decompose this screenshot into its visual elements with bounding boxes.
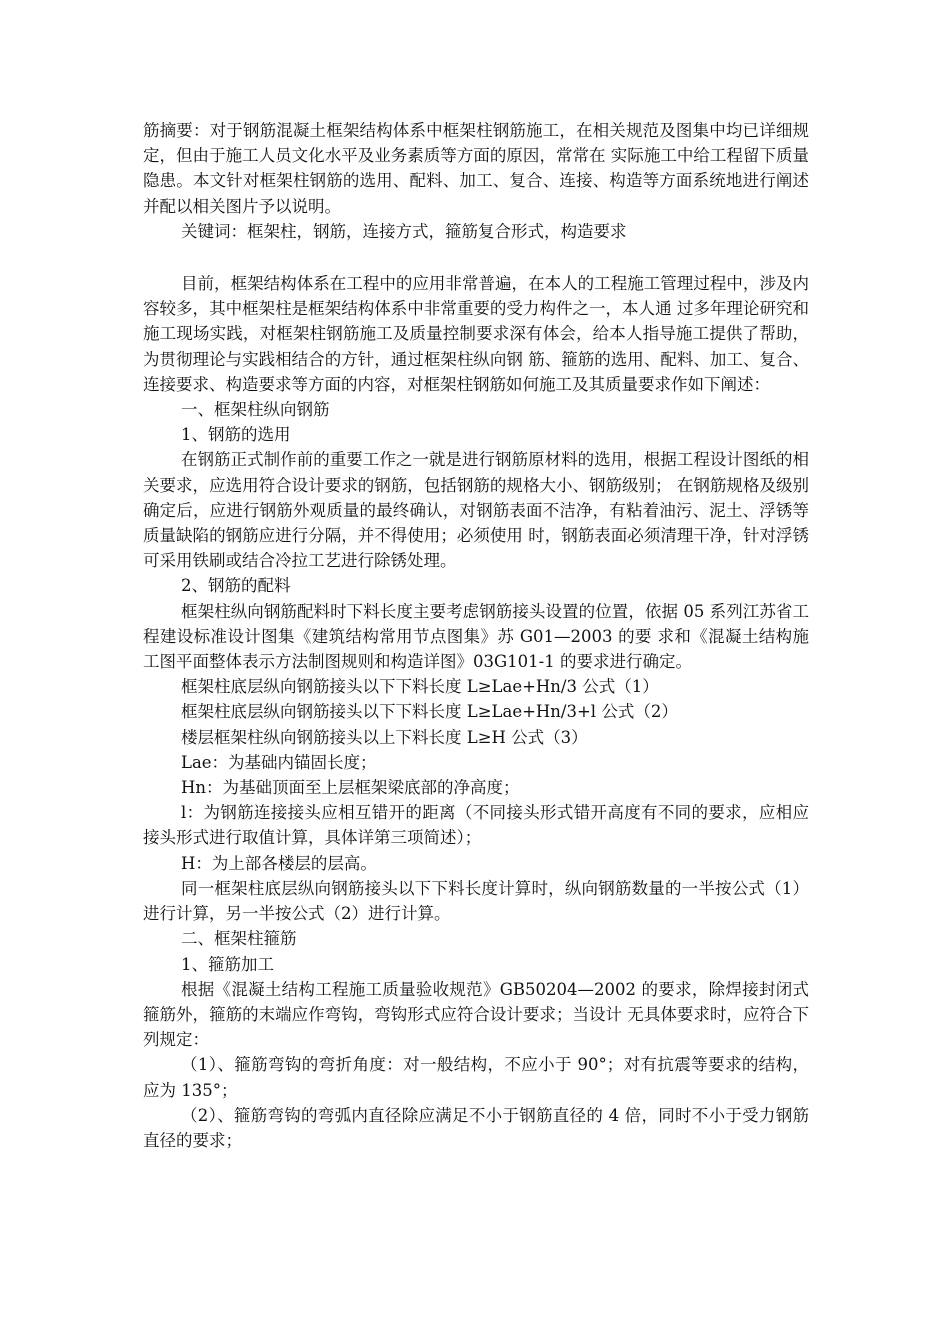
- keywords-paragraph: 关键词：框架柱，钢筋，连接方式，箍筋复合形式，构造要求: [181, 221, 627, 241]
- formula-1: 框架柱底层纵向钢筋接头以下下料长度 L≥Lae+Hn/3 公式（1）: [181, 677, 659, 697]
- document-page: [143, 118, 809, 1153]
- subsection-1-2-note: 同一框架柱底层纵向钢筋接头以下下料长度计算时，纵向钢筋数量的一半按公式（1）进行计算，另一半按公式（2）进行计算。: [143, 878, 809, 924]
- subsection-2-1-item-1: （1）、箍筋弯钩的弯折角度：对一般结构，不应小于 90°；对有抗震等要求的结构，应为 135°；: [143, 1055, 809, 1100]
- formula-3: 楼层框架柱纵向钢筋接头以上下料长度 L≥H 公式（3）: [181, 727, 588, 747]
- subsection-2-1-heading: 1、箍筋加工: [181, 954, 274, 974]
- subsection-1-1-heading: 1、钢筋的选用: [181, 425, 291, 445]
- abstract-paragraph: 筋摘要：对于钢筋混凝土框架结构体系中框架柱钢筋施工，在相关规范及图集中均已详细规定，但由于施工人员文化水平及业务素质等方面的原因，常常在 实际施工中给工程留下质量隐患。本文针对框架柱钢筋的选用、配料、加工、复合、连接、构造等方面系统地进行阐述并配以相关图片予以说明。: [143, 121, 809, 216]
- definition-hn: Hn：为基础顶面至上层框架梁底部的净高度；: [181, 778, 520, 798]
- definition-lae: Lae：为基础内锚固长度；: [181, 752, 377, 772]
- subsection-1-2-heading: 2、钢筋的配料: [181, 576, 291, 596]
- definition-l: l：为钢筋连接接头应相互错开的距离（不同接头形式错开高度有不同的要求，应相应接头形式进行取值计算，具体详第三项简述）；: [143, 803, 809, 848]
- subsection-2-1-body: 根据《混凝土结构工程施工质量验收规范》GB50204—2002 的要求，除焊接封闭式箍筋外，箍筋的末端应作弯钩，弯钩形式应符合设计要求；当设计 无具体要求时，应符合下列规定：: [143, 979, 809, 1050]
- subsection-1-1-body: 在钢筋正式制作前的重要工作之一就是进行钢筋原材料的选用，根据工程设计图纸的相关要求，应选用符合设计要求的钢筋，包括钢筋的规格大小、钢筋级别； 在钢筋规格及级别确定后，应进行钢筋外观质量的最终确认，对钢筋表面不洁净，有粘着油污、泥土、浮锈等质量缺陷的钢筋应进行分隔，并不得使用；必须使用 时，钢筋表面必须清理干净，针对浮锈可采用铁刷或结合冷拉工艺进行除锈处理。: [143, 450, 809, 571]
- formula-2: 框架柱底层纵向钢筋接头以下下料长度 L≥Lae+Hn/3+l 公式（2）: [181, 702, 678, 722]
- paragraph-gap: [143, 244, 809, 271]
- subsection-1-2-body: 框架柱纵向钢筋配料时下料长度主要考虑钢筋接头设置的位置，依据 05 系列江苏省工程建设标准设计图集《建筑结构常用节点图集》苏 G01—2003 的要 求和《混凝土结构施工图平面整体表示方法制图规则和构造详图》03G101-1 的要求进行确定。: [143, 601, 809, 672]
- section2-heading: 二、框架柱箍筋: [181, 929, 297, 949]
- intro-paragraph: 目前，框架结构体系在工程中的应用非常普遍，在本人的工程施工管理过程中，涉及内容较多，其中框架柱是框架结构体系中非常重要的受力构件之一，本人通 过多年理论研究和施工现场实践，对框架柱钢筋施工及质量控制要求深有体会，给本人指导施工提供了帮助，为贯彻理论与实践相结合的方针，通过框架柱纵向钢 筋、箍筋的选用、配料、加工、复合、连接要求、构造要求等方面的内容，对框架柱钢筋如何施工及其质量要求作如下阐述：: [143, 274, 809, 394]
- definition-h: H：为上部各楼层的层高。: [181, 853, 377, 873]
- section1-heading: 一、框架柱纵向钢筋: [181, 400, 330, 420]
- subsection-2-1-item-2: （2）、箍筋弯钩的弯弧内直径除应满足不小于钢筋直径的 4 倍，同时不小于受力钢筋直径的要求；: [143, 1105, 809, 1150]
